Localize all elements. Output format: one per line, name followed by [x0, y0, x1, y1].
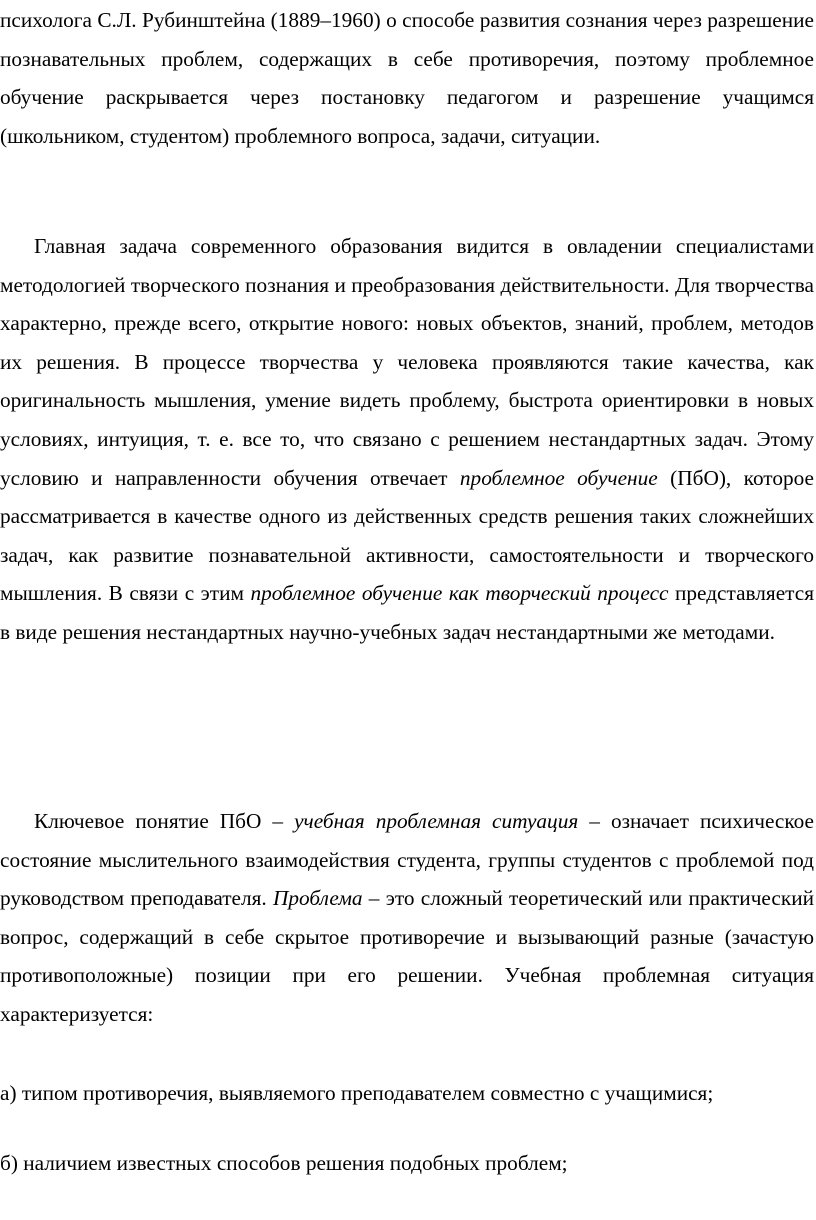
list-item-b: б) наличием известных способов решения подобных проблем;: [0, 1151, 568, 1175]
paragraph-2: [0, 227, 814, 652]
paragraph-2-part-2: (ПбО), которое рассматривается в качестве одного из действенных средств решения таких сложнейших задач, как развитие познавательной активности, самостоятельности и творческого мышления. В связи с этим: [0, 465, 814, 606]
paragraph-3-part-1: Ключевое понятие ПбО –: [34, 809, 295, 833]
paragraph-2-emphasis-1: проблемное обучение: [459, 465, 658, 490]
paragraph-3: [0, 802, 814, 1034]
paragraph-2-part-1: Главная задача современного образования видится в овладении специалистами методологией творческого познания и преобразования действительности. Для творчества характерно, прежде всего, открытие нового: новых объектов, знаний, проблем, методов их решения. В процессе творчества у человека проявляются такие качества, как оригинальность мышления, умение видеть проблему, быстрота ориентировки в новых условиях, интуиция, т. е. все то, что связано с решением нестандартных задач. Этому условию и направленности обучения отвечает: [0, 234, 814, 490]
paragraph-3-emphasis-2: Проблема: [273, 886, 363, 911]
paragraph-2-part-3: представляется в виде решения нестандартных научно-учебных задач нестандартными же методами.: [0, 581, 814, 644]
paragraph-3-part-3: – это сложный теоретический или практический вопрос, содержащий в себе скрытое противоречие и вызывающий разные (зачастую противоположные) позиции при его решении. Учебная проблемная ситуация характеризуется:: [0, 886, 814, 1026]
paragraph-3-emphasis-1: учебная проблемная ситуация: [294, 809, 579, 833]
paragraph-3-part-2: – означает психическое состояние мыслительного взаимодействия студента, группы студентов с проблемой под руководством преподавателя.: [0, 809, 815, 911]
paragraph-1: психолога С.Л. Рубинштейна (1889–1960) о способе развития сознания через разрешение познавательных проблем, содержащих в себе противоречия, поэтому проблемное обучение раскрывается через постановку педагогом и разрешение учащимся (школьником, студентом) проблемного вопроса, задачи, ситуации.: [0, 8, 814, 148]
list-item-a: а) типом противоречия, выявляемого преподавателем совместно с учащимися;: [0, 1081, 714, 1105]
paragraph-2-emphasis-2: проблемное обучение как творческий процесс: [250, 581, 669, 606]
